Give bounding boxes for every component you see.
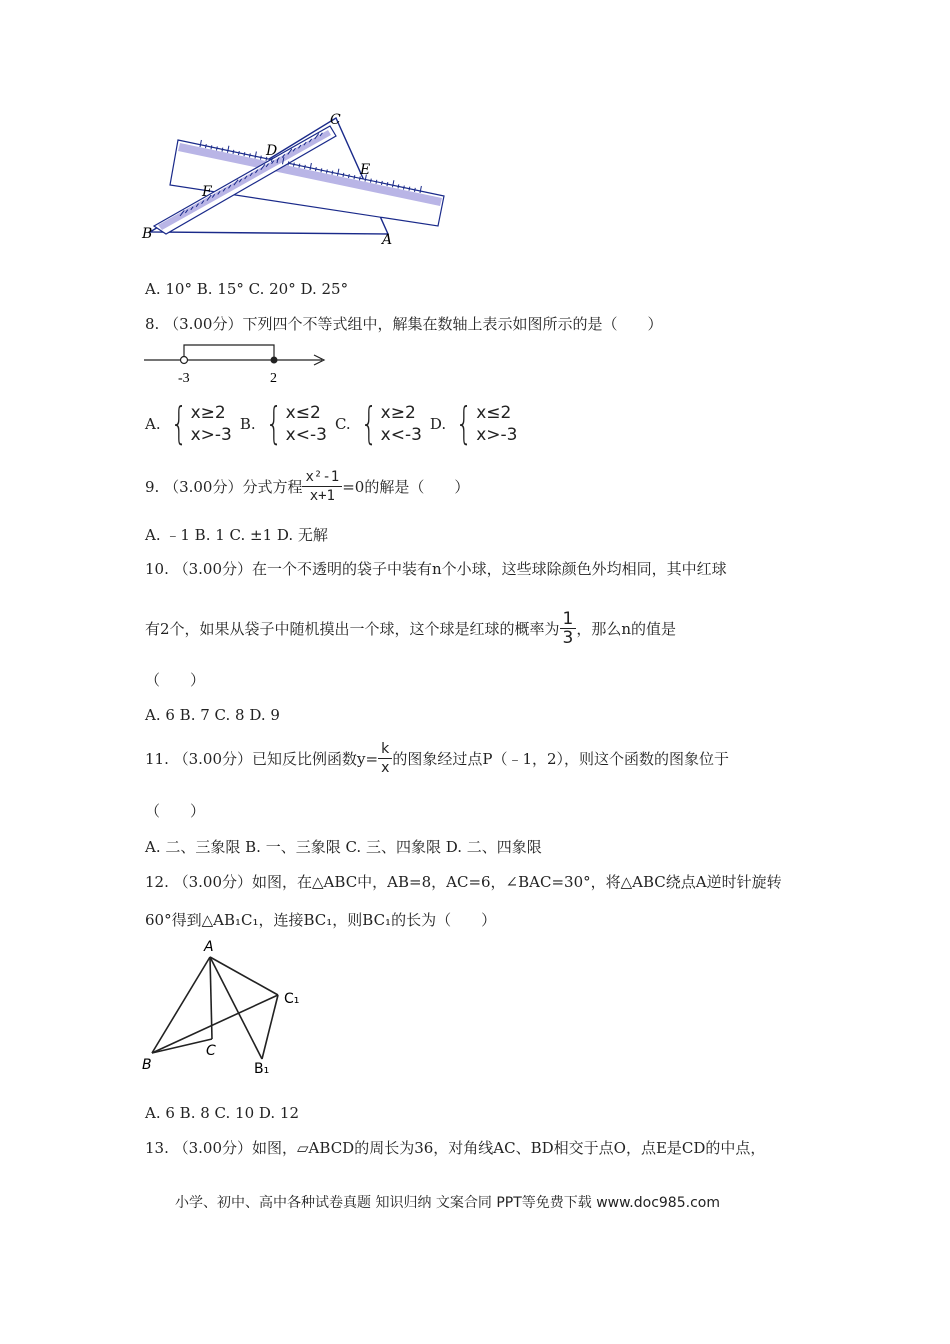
q8-option-d-letter: D. — [429, 415, 447, 433]
q12-label-a: A — [204, 939, 214, 955]
q7-figure — [140, 108, 450, 248]
page-footer: 小学、初中、高中各种试卷真题 知识归纳 文案合同 PPT等免费下载 www.doc985.com — [175, 1195, 720, 1211]
q12-label-c1: C₁ — [284, 991, 300, 1007]
q8-option-b-letter: B. — [239, 415, 256, 433]
brace-icon: { — [170, 398, 188, 449]
q7-label-e: E — [360, 162, 371, 178]
q12-line1: 12. （3.00分）如图，在△ABC中，AB=8，AC=6，∠BAC=30°，将△ABC绕点A逆时针旋转 — [145, 873, 782, 891]
q10-options: A. 6 B. 7 C. 8 D. 9 — [145, 706, 280, 724]
q7-label-a: A — [382, 232, 393, 248]
q13-line1: 13. （3.00分）如图，▱ABCD的周长为36，对角线AC、BD相交于点O，点E是CD的中点， — [145, 1139, 766, 1157]
q10-line2-prefix: 有2个，如果从袋子中随机摸出一个球，这个球是红球的概率为 — [145, 619, 560, 638]
q8-a-line1: x≥2 — [190, 403, 226, 423]
q8-option-c — [355, 398, 422, 449]
q9-stem-suffix: =0的解是（ ） — [342, 477, 470, 496]
q8-c-line1: x≥2 — [380, 403, 416, 423]
q8-option-a-letter: A. — [145, 415, 161, 433]
q8-a-line2: x>-3 — [190, 425, 232, 445]
q8-b-line2: x<-3 — [285, 425, 327, 445]
q8-options — [145, 398, 525, 449]
q10-line3: （ ） — [145, 671, 206, 689]
q9-frac-den: x+1 — [309, 488, 335, 504]
q10-line1: 10. （3.00分）在一个不透明的袋子中装有n个小球，这些球除颜色外均相同，其中红球 — [145, 560, 727, 578]
number-line — [140, 340, 330, 386]
q8-d-line2: x>-3 — [476, 425, 518, 445]
q12-line2: 60°得到△AB₁C₁，连接BC₁，则BC₁的长为（ ） — [145, 911, 497, 929]
brace-icon: { — [360, 398, 378, 449]
q9-fraction — [302, 468, 342, 505]
q10-line2 — [145, 610, 676, 647]
q11-fraction — [378, 740, 392, 777]
axis-label-right: 2 — [270, 371, 277, 386]
q9-options: A. ﹣1 B. 1 C. ±1 D. 无解 — [145, 526, 328, 544]
q11-frac-num: k — [378, 740, 392, 759]
q9-frac-num: x²-1 — [302, 468, 342, 487]
q12-options: A. 6 B. 8 C. 10 D. 12 — [145, 1104, 299, 1122]
q8-b-line1: x≤2 — [285, 403, 321, 423]
q12-label-c: C — [206, 1043, 216, 1059]
q11-frac-den: x — [381, 760, 390, 776]
q8-d-line1: x≤2 — [476, 403, 512, 423]
q10-fraction — [560, 610, 577, 647]
q8-option-d — [450, 398, 518, 449]
q10-line2-suffix: ，那么n的值是 — [576, 619, 677, 638]
q12-label-b1: B₁ — [254, 1061, 270, 1075]
q11-stem-suffix: 的图象经过点P（﹣1，2），则这个函数的图象位于 — [392, 749, 730, 768]
q7-options: A. 10° B. 15° C. 20° D. 25° — [145, 280, 349, 298]
q12-figure — [140, 935, 310, 1075]
q9-stem-prefix: 9. （3.00分）分式方程 — [145, 477, 303, 496]
q12-label-b: B — [142, 1057, 152, 1073]
brace-icon: { — [265, 398, 283, 449]
q7-label-c: C — [330, 112, 341, 128]
q8-stem: 8. （3.00分）下列四个不等式组中，解集在数轴上表示如图所示的是（ ） — [145, 315, 663, 333]
q7-label-d: D — [266, 143, 278, 159]
q8-option-b — [260, 398, 327, 449]
q8-option-a — [165, 398, 232, 449]
q10-frac-num: 1 — [560, 610, 577, 629]
brace-icon: { — [455, 398, 473, 449]
q8-option-c-letter: C. — [334, 415, 351, 433]
q11-options: A. 二、三象限 B. 一、三象限 C. 三、四象限 D. 二、四象限 — [145, 838, 542, 856]
q11-stem-prefix: 11. （3.00分）已知反比例函数y= — [145, 749, 379, 768]
solid-dot — [271, 357, 278, 364]
q11-line2: （ ） — [145, 802, 206, 820]
open-dot — [181, 357, 188, 364]
q10-frac-den: 3 — [562, 628, 574, 648]
axis-label-left: -3 — [178, 371, 190, 386]
q7-label-b: B — [142, 226, 153, 242]
q7-label-f: F — [202, 184, 212, 200]
q8-c-line2: x<-3 — [380, 425, 422, 445]
q11-stem — [145, 740, 729, 777]
q9-stem — [145, 468, 469, 505]
